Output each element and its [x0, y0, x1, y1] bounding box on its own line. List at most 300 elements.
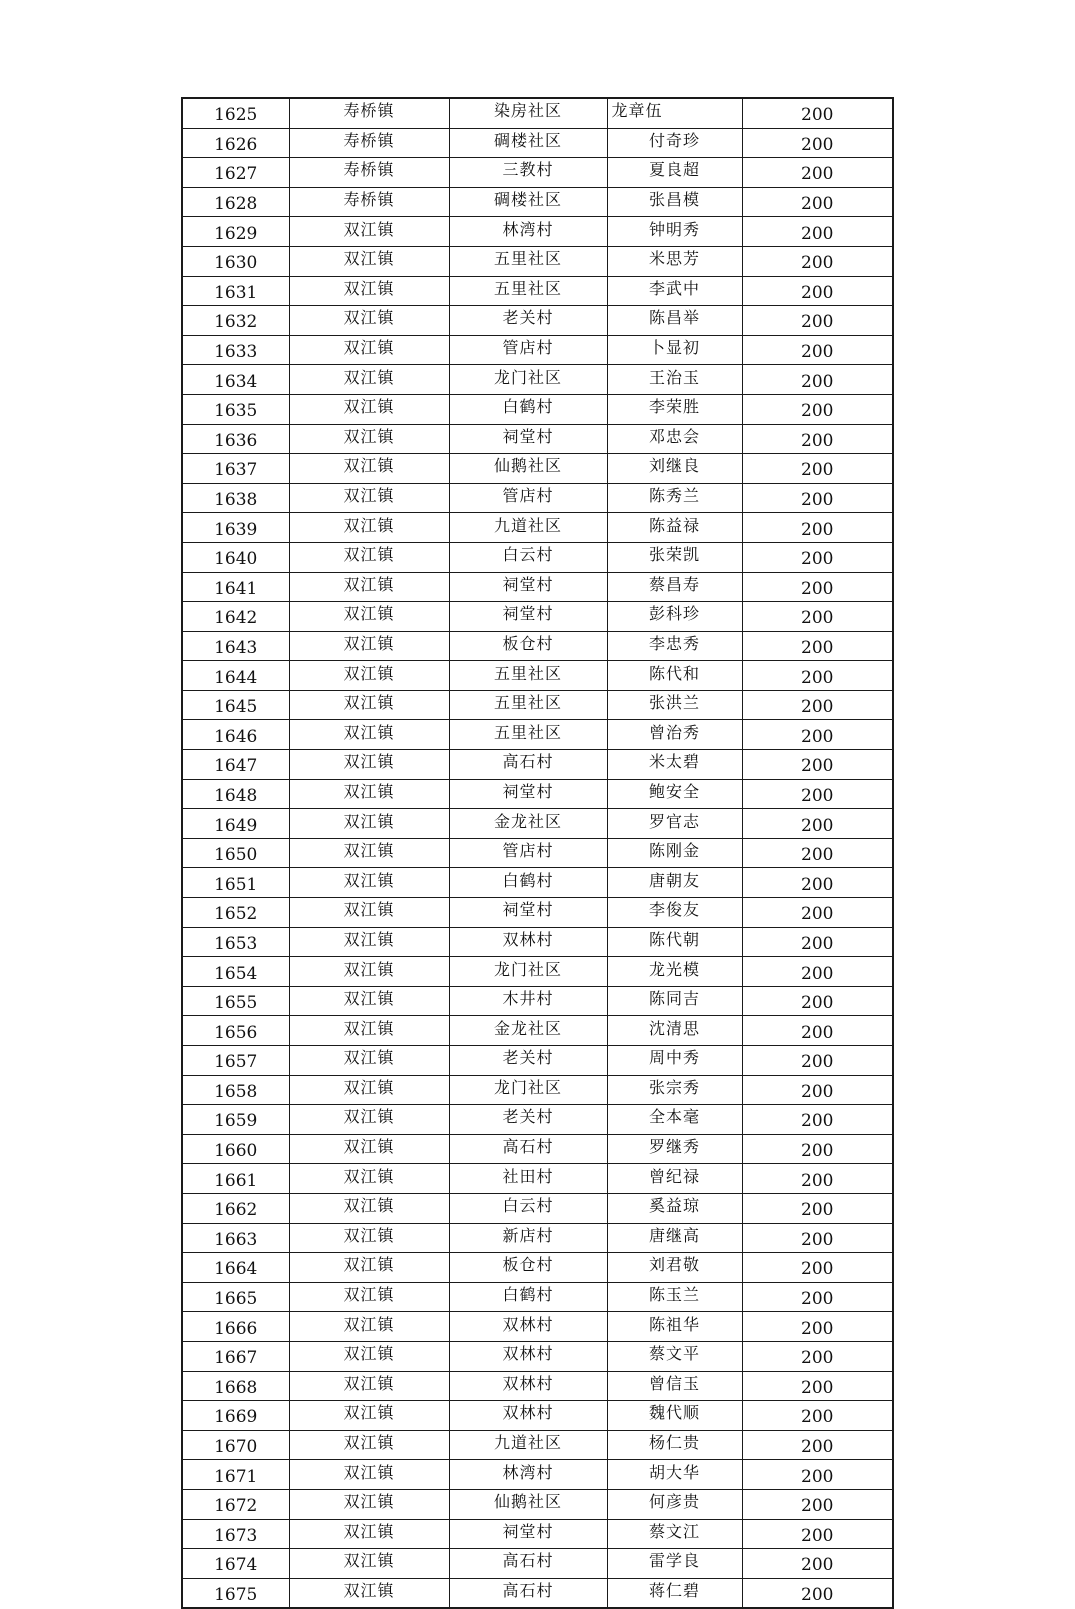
town-cell: 双江镇: [289, 1164, 449, 1194]
village-cell: 高石村: [449, 1549, 607, 1579]
village-cell: 双林村: [449, 1401, 607, 1431]
person-name-cell: 鲍安全: [607, 779, 742, 809]
amount-cell: 200: [742, 483, 893, 513]
table-row: [182, 602, 893, 632]
person-name-cell: 何彦贵: [607, 1489, 742, 1519]
town-cell: 双江镇: [289, 1105, 449, 1135]
town-cell: 双江镇: [289, 1549, 449, 1579]
table-row: [182, 454, 893, 484]
village-cell: 五里社区: [449, 661, 607, 691]
village-cell: 白鹤村: [449, 868, 607, 898]
town-cell: 寿桥镇: [289, 187, 449, 217]
person-name-cell: 胡大华: [607, 1460, 742, 1490]
town-cell: 双江镇: [289, 631, 449, 661]
table-row: [182, 1164, 893, 1194]
town-cell: 双江镇: [289, 1075, 449, 1105]
amount-cell: 200: [742, 690, 893, 720]
amount-cell: 200: [742, 957, 893, 987]
amount-cell: 200: [742, 868, 893, 898]
row-number: 1658: [182, 1075, 289, 1105]
town-cell: 双江镇: [289, 750, 449, 780]
village-cell: 林湾村: [449, 217, 607, 247]
table-row: [182, 394, 893, 424]
row-number: 1662: [182, 1193, 289, 1223]
row-number: 1637: [182, 454, 289, 484]
town-cell: 双江镇: [289, 1430, 449, 1460]
amount-cell: 200: [742, 1016, 893, 1046]
row-number: 1647: [182, 750, 289, 780]
table-row: [182, 927, 893, 957]
row-number: 1663: [182, 1223, 289, 1253]
town-cell: 双江镇: [289, 424, 449, 454]
town-cell: 寿桥镇: [289, 128, 449, 158]
row-number: 1653: [182, 927, 289, 957]
person-name-cell: 陈益禄: [607, 513, 742, 543]
table-row: [182, 1371, 893, 1401]
amount-cell: 200: [742, 1134, 893, 1164]
town-cell: 双江镇: [289, 246, 449, 276]
village-cell: 高石村: [449, 1134, 607, 1164]
town-cell: 双江镇: [289, 365, 449, 395]
table-row: [182, 1549, 893, 1579]
village-cell: 仙鹅社区: [449, 1489, 607, 1519]
roster-body: [182, 98, 893, 1608]
row-number: 1639: [182, 513, 289, 543]
row-number: 1648: [182, 779, 289, 809]
village-cell: 龙门社区: [449, 365, 607, 395]
village-cell: 老关村: [449, 1105, 607, 1135]
amount-cell: 200: [742, 572, 893, 602]
person-name-cell: 李武中: [607, 276, 742, 306]
person-name-cell: 刘继良: [607, 454, 742, 484]
person-name-cell: 曾纪禄: [607, 1164, 742, 1194]
amount-cell: 200: [742, 1341, 893, 1371]
row-number: 1665: [182, 1282, 289, 1312]
table-row: [182, 217, 893, 247]
person-name-cell: 蔡文平: [607, 1341, 742, 1371]
town-cell: 双江镇: [289, 661, 449, 691]
person-name-cell: 张荣凯: [607, 542, 742, 572]
town-cell: 双江镇: [289, 1578, 449, 1608]
row-number: 1644: [182, 661, 289, 691]
amount-cell: 200: [742, 631, 893, 661]
person-name-cell: 陈玉兰: [607, 1282, 742, 1312]
village-cell: 老关村: [449, 306, 607, 336]
table-row: [182, 1401, 893, 1431]
table-row: [182, 1253, 893, 1283]
table-row: [182, 1282, 893, 1312]
row-number: 1657: [182, 1046, 289, 1076]
amount-cell: 200: [742, 602, 893, 632]
table-row: [182, 690, 893, 720]
person-name-cell: 刘君敬: [607, 1253, 742, 1283]
table-row: [182, 572, 893, 602]
row-number: 1634: [182, 365, 289, 395]
person-name-cell: 雷学良: [607, 1549, 742, 1579]
person-name-cell: 付奇珍: [607, 128, 742, 158]
village-cell: 龙门社区: [449, 1075, 607, 1105]
row-number: 1630: [182, 246, 289, 276]
row-number: 1673: [182, 1519, 289, 1549]
amount-cell: 200: [742, 1046, 893, 1076]
amount-cell: 200: [742, 276, 893, 306]
row-number: 1652: [182, 898, 289, 928]
table-row: [182, 1223, 893, 1253]
town-cell: 双江镇: [289, 1016, 449, 1046]
person-name-cell: 陈同吉: [607, 986, 742, 1016]
table-row: [182, 1312, 893, 1342]
row-number: 1626: [182, 128, 289, 158]
person-name-cell: 全本毫: [607, 1105, 742, 1135]
town-cell: 双江镇: [289, 868, 449, 898]
row-number: 1671: [182, 1460, 289, 1490]
amount-cell: 200: [742, 1549, 893, 1579]
amount-cell: 200: [742, 1401, 893, 1431]
town-cell: 双江镇: [289, 542, 449, 572]
row-number: 1641: [182, 572, 289, 602]
row-number: 1655: [182, 986, 289, 1016]
village-cell: 碉楼社区: [449, 187, 607, 217]
amount-cell: 200: [742, 986, 893, 1016]
amount-cell: 200: [742, 98, 893, 128]
amount-cell: 200: [742, 750, 893, 780]
town-cell: 双江镇: [289, 809, 449, 839]
village-cell: 碉楼社区: [449, 128, 607, 158]
person-name-cell: 王治玉: [607, 365, 742, 395]
table-row: [182, 1046, 893, 1076]
amount-cell: 200: [742, 365, 893, 395]
table-row: [182, 1578, 893, 1608]
person-name-cell: 夏良超: [607, 158, 742, 188]
table-row: [182, 661, 893, 691]
town-cell: 双江镇: [289, 1489, 449, 1519]
town-cell: 双江镇: [289, 454, 449, 484]
table-row: [182, 1193, 893, 1223]
person-name-cell: 张昌模: [607, 187, 742, 217]
row-number: 1646: [182, 720, 289, 750]
row-number: 1642: [182, 602, 289, 632]
person-name-cell: 杨仁贵: [607, 1430, 742, 1460]
person-name-cell: 奚益琼: [607, 1193, 742, 1223]
village-cell: 木井村: [449, 986, 607, 1016]
village-cell: 管店村: [449, 483, 607, 513]
village-cell: 老关村: [449, 1046, 607, 1076]
amount-cell: 200: [742, 1460, 893, 1490]
person-name-cell: 钟明秀: [607, 217, 742, 247]
row-number: 1628: [182, 187, 289, 217]
person-name-cell: 张宗秀: [607, 1075, 742, 1105]
roster-table: [181, 97, 894, 1609]
person-name-cell: 陈祖华: [607, 1312, 742, 1342]
person-name-cell: 唐继高: [607, 1223, 742, 1253]
town-cell: 双江镇: [289, 1253, 449, 1283]
person-name-cell: 罗继秀: [607, 1134, 742, 1164]
row-number: 1661: [182, 1164, 289, 1194]
row-number: 1668: [182, 1371, 289, 1401]
table-row: [182, 1134, 893, 1164]
person-name-cell: 米思芳: [607, 246, 742, 276]
table-row: [182, 898, 893, 928]
amount-cell: 200: [742, 1253, 893, 1283]
row-number: 1645: [182, 690, 289, 720]
amount-cell: 200: [742, 661, 893, 691]
row-number: 1651: [182, 868, 289, 898]
person-name-cell: 曾信玉: [607, 1371, 742, 1401]
town-cell: 双江镇: [289, 217, 449, 247]
amount-cell: 200: [742, 1105, 893, 1135]
town-cell: 双江镇: [289, 927, 449, 957]
table-row: [182, 246, 893, 276]
row-number: 1638: [182, 483, 289, 513]
amount-cell: 200: [742, 158, 893, 188]
table-row: [182, 158, 893, 188]
town-cell: 双江镇: [289, 1046, 449, 1076]
amount-cell: 200: [742, 246, 893, 276]
town-cell: 寿桥镇: [289, 158, 449, 188]
town-cell: 双江镇: [289, 1341, 449, 1371]
village-cell: 祠堂村: [449, 572, 607, 602]
village-cell: 白云村: [449, 542, 607, 572]
town-cell: 双江镇: [289, 838, 449, 868]
village-cell: 双林村: [449, 1341, 607, 1371]
row-number: 1672: [182, 1489, 289, 1519]
amount-cell: 200: [742, 1193, 893, 1223]
person-name-cell: 陈秀兰: [607, 483, 742, 513]
person-name-cell: 沈清思: [607, 1016, 742, 1046]
town-cell: 双江镇: [289, 1401, 449, 1431]
town-cell: 双江镇: [289, 1460, 449, 1490]
town-cell: 双江镇: [289, 1223, 449, 1253]
table-row: [182, 128, 893, 158]
town-cell: 双江镇: [289, 276, 449, 306]
town-cell: 双江镇: [289, 513, 449, 543]
row-number: 1632: [182, 306, 289, 336]
table-row: [182, 1489, 893, 1519]
row-number: 1640: [182, 542, 289, 572]
village-cell: 五里社区: [449, 690, 607, 720]
town-cell: 双江镇: [289, 898, 449, 928]
table-row: [182, 424, 893, 454]
town-cell: 双江镇: [289, 306, 449, 336]
row-number: 1627: [182, 158, 289, 188]
person-name-cell: 曾治秀: [607, 720, 742, 750]
person-name-cell: 蒋仁碧: [607, 1578, 742, 1608]
row-number: 1643: [182, 631, 289, 661]
amount-cell: 200: [742, 1223, 893, 1253]
table-row: [182, 513, 893, 543]
village-cell: 白云村: [449, 1193, 607, 1223]
row-number: 1670: [182, 1430, 289, 1460]
person-name-cell: 蔡文江: [607, 1519, 742, 1549]
table-row: [182, 1519, 893, 1549]
town-cell: 双江镇: [289, 1371, 449, 1401]
row-number: 1674: [182, 1549, 289, 1579]
row-number: 1666: [182, 1312, 289, 1342]
person-name-cell: 魏代顺: [607, 1401, 742, 1431]
amount-cell: 200: [742, 720, 893, 750]
person-name-cell: 龙光模: [607, 957, 742, 987]
amount-cell: 200: [742, 394, 893, 424]
village-cell: 染房社区: [449, 98, 607, 128]
amount-cell: 200: [742, 1430, 893, 1460]
table-row: [182, 365, 893, 395]
table-row: [182, 957, 893, 987]
village-cell: 祠堂村: [449, 424, 607, 454]
amount-cell: 200: [742, 1075, 893, 1105]
amount-cell: 200: [742, 306, 893, 336]
table-row: [182, 335, 893, 365]
village-cell: 双林村: [449, 1371, 607, 1401]
amount-cell: 200: [742, 1519, 893, 1549]
village-cell: 九道社区: [449, 1430, 607, 1460]
town-cell: 双江镇: [289, 602, 449, 632]
village-cell: 龙门社区: [449, 957, 607, 987]
person-name-cell: 卜显初: [607, 335, 742, 365]
amount-cell: 200: [742, 1312, 893, 1342]
row-number: 1660: [182, 1134, 289, 1164]
person-name-cell: 陈代和: [607, 661, 742, 691]
village-cell: 双林村: [449, 927, 607, 957]
village-cell: 三教村: [449, 158, 607, 188]
table-row: [182, 986, 893, 1016]
person-name-cell: 米太碧: [607, 750, 742, 780]
person-name-cell: 周中秀: [607, 1046, 742, 1076]
table-row: [182, 1105, 893, 1135]
person-name-cell: 陈刚金: [607, 838, 742, 868]
town-cell: 双江镇: [289, 1519, 449, 1549]
village-cell: 板仓村: [449, 1253, 607, 1283]
person-name-cell: 龙章伍: [607, 98, 742, 128]
village-cell: 祠堂村: [449, 1519, 607, 1549]
town-cell: 双江镇: [289, 1134, 449, 1164]
row-number: 1625: [182, 98, 289, 128]
amount-cell: 200: [742, 779, 893, 809]
town-cell: 双江镇: [289, 779, 449, 809]
table-row: [182, 187, 893, 217]
person-name-cell: 李荣胜: [607, 394, 742, 424]
amount-cell: 200: [742, 542, 893, 572]
row-number: 1633: [182, 335, 289, 365]
amount-cell: 200: [742, 1371, 893, 1401]
village-cell: 金龙社区: [449, 1016, 607, 1046]
amount-cell: 200: [742, 454, 893, 484]
person-name-cell: 张洪兰: [607, 690, 742, 720]
town-cell: 双江镇: [289, 335, 449, 365]
village-cell: 板仓村: [449, 631, 607, 661]
amount-cell: 200: [742, 1164, 893, 1194]
town-cell: 双江镇: [289, 957, 449, 987]
amount-cell: 200: [742, 1578, 893, 1608]
village-cell: 仙鹅社区: [449, 454, 607, 484]
table-row: [182, 1341, 893, 1371]
amount-cell: 200: [742, 898, 893, 928]
table-row: [182, 1430, 893, 1460]
row-number: 1650: [182, 838, 289, 868]
table-row: [182, 276, 893, 306]
village-cell: 五里社区: [449, 720, 607, 750]
table-row: [182, 1016, 893, 1046]
village-cell: 高石村: [449, 1578, 607, 1608]
amount-cell: 200: [742, 128, 893, 158]
village-cell: 林湾村: [449, 1460, 607, 1490]
town-cell: 双江镇: [289, 1312, 449, 1342]
table-row: [182, 1460, 893, 1490]
amount-cell: 200: [742, 217, 893, 247]
person-name-cell: 蔡昌寿: [607, 572, 742, 602]
amount-cell: 200: [742, 927, 893, 957]
village-cell: 白鹤村: [449, 1282, 607, 1312]
row-number: 1659: [182, 1105, 289, 1135]
person-name-cell: 李忠秀: [607, 631, 742, 661]
village-cell: 白鹤村: [449, 394, 607, 424]
person-name-cell: 李俊友: [607, 898, 742, 928]
village-cell: 社田村: [449, 1164, 607, 1194]
village-cell: 五里社区: [449, 246, 607, 276]
village-cell: 祠堂村: [449, 602, 607, 632]
village-cell: 双林村: [449, 1312, 607, 1342]
row-number: 1629: [182, 217, 289, 247]
row-number: 1675: [182, 1578, 289, 1608]
person-name-cell: 罗官志: [607, 809, 742, 839]
person-name-cell: 彭科珍: [607, 602, 742, 632]
town-cell: 双江镇: [289, 483, 449, 513]
table-row: [182, 868, 893, 898]
town-cell: 双江镇: [289, 394, 449, 424]
amount-cell: 200: [742, 187, 893, 217]
amount-cell: 200: [742, 1282, 893, 1312]
row-number: 1656: [182, 1016, 289, 1046]
table-row: [182, 838, 893, 868]
table-row: [182, 98, 893, 128]
table-row: [182, 631, 893, 661]
town-cell: 双江镇: [289, 986, 449, 1016]
row-number: 1631: [182, 276, 289, 306]
row-number: 1667: [182, 1341, 289, 1371]
village-cell: 祠堂村: [449, 779, 607, 809]
town-cell: 寿桥镇: [289, 98, 449, 128]
village-cell: 五里社区: [449, 276, 607, 306]
row-number: 1636: [182, 424, 289, 454]
village-cell: 九道社区: [449, 513, 607, 543]
table-row: [182, 1075, 893, 1105]
person-name-cell: 陈代朝: [607, 927, 742, 957]
amount-cell: 200: [742, 424, 893, 454]
village-cell: 高石村: [449, 750, 607, 780]
amount-cell: 200: [742, 513, 893, 543]
row-number: 1654: [182, 957, 289, 987]
person-name-cell: 陈昌举: [607, 306, 742, 336]
amount-cell: 200: [742, 335, 893, 365]
village-cell: 管店村: [449, 838, 607, 868]
person-name-cell: 邓忠会: [607, 424, 742, 454]
row-number: 1635: [182, 394, 289, 424]
table-row: [182, 720, 893, 750]
town-cell: 双江镇: [289, 1193, 449, 1223]
row-number: 1669: [182, 1401, 289, 1431]
village-cell: 金龙社区: [449, 809, 607, 839]
person-name-cell: 唐朝友: [607, 868, 742, 898]
town-cell: 双江镇: [289, 1282, 449, 1312]
amount-cell: 200: [742, 1489, 893, 1519]
town-cell: 双江镇: [289, 572, 449, 602]
table-row: [182, 306, 893, 336]
town-cell: 双江镇: [289, 720, 449, 750]
village-cell: 祠堂村: [449, 898, 607, 928]
amount-cell: 200: [742, 838, 893, 868]
row-number: 1664: [182, 1253, 289, 1283]
village-cell: 管店村: [449, 335, 607, 365]
table-row: [182, 750, 893, 780]
